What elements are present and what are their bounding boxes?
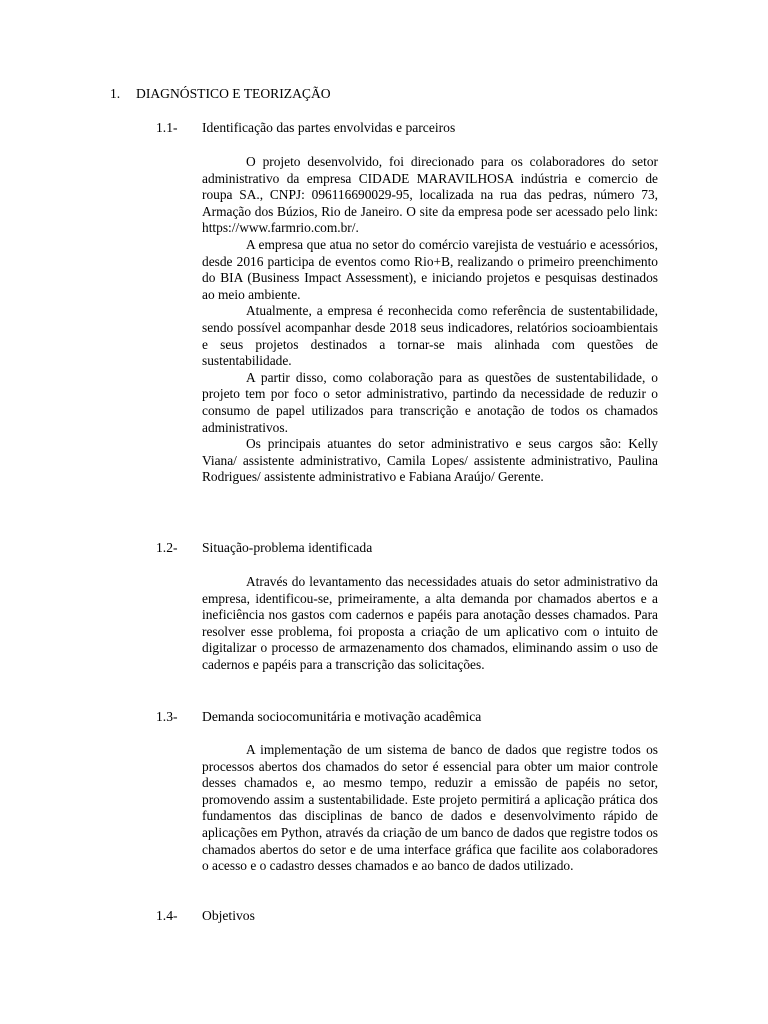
section-number: 1.4- xyxy=(156,908,178,923)
main-heading xyxy=(110,86,331,103)
paragraph: A implementação de um sistema de banco de dados que registre todos os processos abertos dos chamados do setor é essencial para obter um maior controle desses chamados e, ao mesmo tempo, reduzir a emissão de papéis no setor, promovendo assim a sustentabilidade. Este projeto permitirá a aplicação prática dos fundamentos das disciplinas de banco de dados e desenvolvimento rápido de aplicações em Python, através da criação de um banco de dados que registre todos os chamados abertos do setor e de uma interface gráfica que facilite aos colaboradores o acesso e o cadastro desses chamados e ao banco de dados utilizado. xyxy=(202,742,658,874)
paragraph: A partir disso, como colaboração para as questões de sustentabilidade, o projeto tem por foco o setor administrativo, partindo da necessidade de reduzir o consumo de papel utilizados para transcrição e anotação de todos os chamados administrativos. xyxy=(202,369,658,435)
section-number: 1.2- xyxy=(156,540,178,555)
paragraph: Os principais atuantes do setor administrativo e seus cargos são: Kelly Viana/ assistente administrativo, Camila Lopes/ assistente administrativo, Paulina Rodrigues/ assistente administrativo e Fabiana Araújo/ Gerente. xyxy=(202,436,658,485)
paragraph: Através do levantamento das necessidades atuais do setor administrativo da empresa, identificou-se, primeiramente, a alta demanda por chamados abertos e a ineficiência nos gastos com cadernos e papéis para anotação desses chamados. Para resolver esse problema, foi proposta a criação de um aplicativo com o intuito de digitalizar o processo de armazenamento dos chamados, eliminando assim o uso de cadernos e papéis para a transcrição das solicitações. xyxy=(202,574,658,672)
section-body xyxy=(202,742,658,875)
section-body xyxy=(202,154,658,486)
section-title: Situação-problema identificada xyxy=(202,540,373,555)
main-heading-title: DIAGNÓSTICO E TEORIZAÇÃO xyxy=(136,86,331,101)
section-title: Objetivos xyxy=(202,908,255,923)
paragraph: O projeto desenvolvido, foi direcionado para os colaboradores do setor administrativo da empresa CIDADE MARAVILHOSA indústria e comercio de roupa SA., CNPJ: 096116690029-95, localizada na rua das pedras, número 73, Armação dos Búzios, Rio de Janeiro. O site da empresa pode ser acessado pelo link: https://www.farmrio.com.br/. xyxy=(202,154,658,236)
paragraph: A empresa que atua no setor do comércio varejista de vestuário e acessórios, desde 2016 participa de eventos como Rio+B, realizando o primeiro preenchimento do BIA (Business Impact Assessment), e iniciando projetos e pesquisas destinados ao meio ambiente. xyxy=(202,236,658,302)
section-number: 1.3- xyxy=(156,709,178,724)
section-heading xyxy=(156,908,255,925)
section-number: 1.1- xyxy=(156,120,178,135)
section-title: Demanda sociocomunitária e motivação acadêmica xyxy=(202,709,482,724)
section-heading xyxy=(156,709,481,726)
section-heading xyxy=(156,540,372,557)
section-body xyxy=(202,574,658,674)
section-title: Identificação das partes envolvidas e parceiros xyxy=(202,120,456,135)
section-heading xyxy=(156,120,455,137)
paragraph: Atualmente, a empresa é reconhecida como referência de sustentabilidade, sendo possível acompanhar desde 2018 seus indicadores, relatórios socioambientais e seus projetos destinados a tornar-se mais alinhada com questões de sustentabilidade. xyxy=(202,303,658,369)
main-heading-number: 1. xyxy=(110,86,121,101)
